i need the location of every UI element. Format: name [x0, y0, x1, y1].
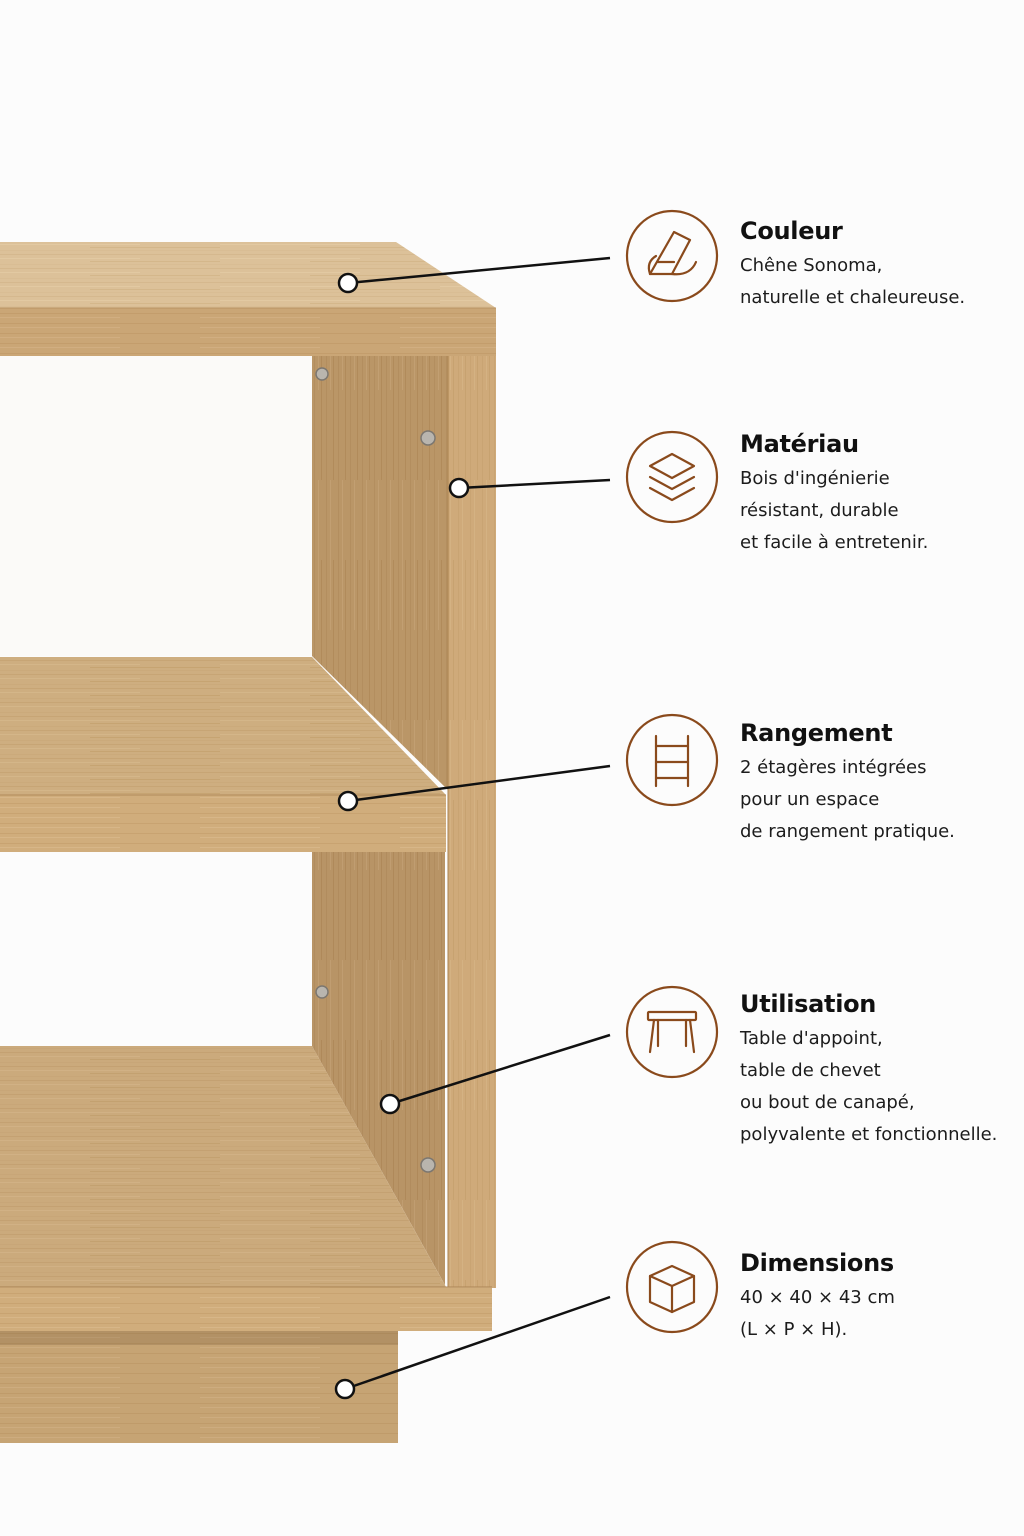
feature-line: 2 étagères intégrées — [740, 757, 927, 778]
shelves-icon — [627, 715, 717, 805]
feature-line: pour un espace — [740, 789, 880, 810]
feature-line: 40 × 40 × 43 cm — [740, 1287, 895, 1308]
layers-icon — [627, 432, 717, 522]
box-icon — [627, 1242, 717, 1332]
feature-title: Utilisation — [740, 990, 877, 1018]
feature-materiau — [740, 429, 1020, 559]
feature-description — [740, 463, 1020, 559]
stool-icon — [627, 987, 717, 1077]
feature-title: Matériau — [740, 430, 859, 458]
feature-line: Table d'appoint, — [740, 1028, 883, 1049]
feature-line: naturelle et chaleureuse. — [740, 287, 966, 308]
feature-utilisation — [740, 989, 1020, 1151]
feature-line: polyvalente et fonctionnelle. — [740, 1124, 998, 1145]
feature-rangement — [740, 718, 1020, 848]
feature-line: table de chevet — [740, 1060, 881, 1081]
feature-line: (L × P × H). — [740, 1319, 848, 1340]
feature-title: Couleur — [740, 217, 843, 245]
feature-dimensions — [740, 1248, 1020, 1346]
feature-line: résistant, durable — [740, 500, 899, 521]
feature-description — [740, 1023, 1020, 1151]
feature-description — [740, 1282, 1020, 1346]
top-panel — [0, 242, 496, 356]
feature-title: Rangement — [740, 719, 893, 747]
feature-description — [740, 752, 1020, 848]
color-swatch-icon — [627, 211, 717, 301]
feature-description — [740, 250, 1020, 314]
feature-line: Chêne Sonoma, — [740, 255, 883, 276]
feature-line: de rangement pratique. — [740, 821, 955, 842]
feature-line: Bois d'ingénierie — [740, 468, 890, 489]
feature-couleur — [740, 216, 1020, 314]
feature-line: ou bout de canapé, — [740, 1092, 915, 1113]
feature-line: et facile à entretenir. — [740, 532, 929, 553]
feature-title: Dimensions — [740, 1249, 894, 1277]
